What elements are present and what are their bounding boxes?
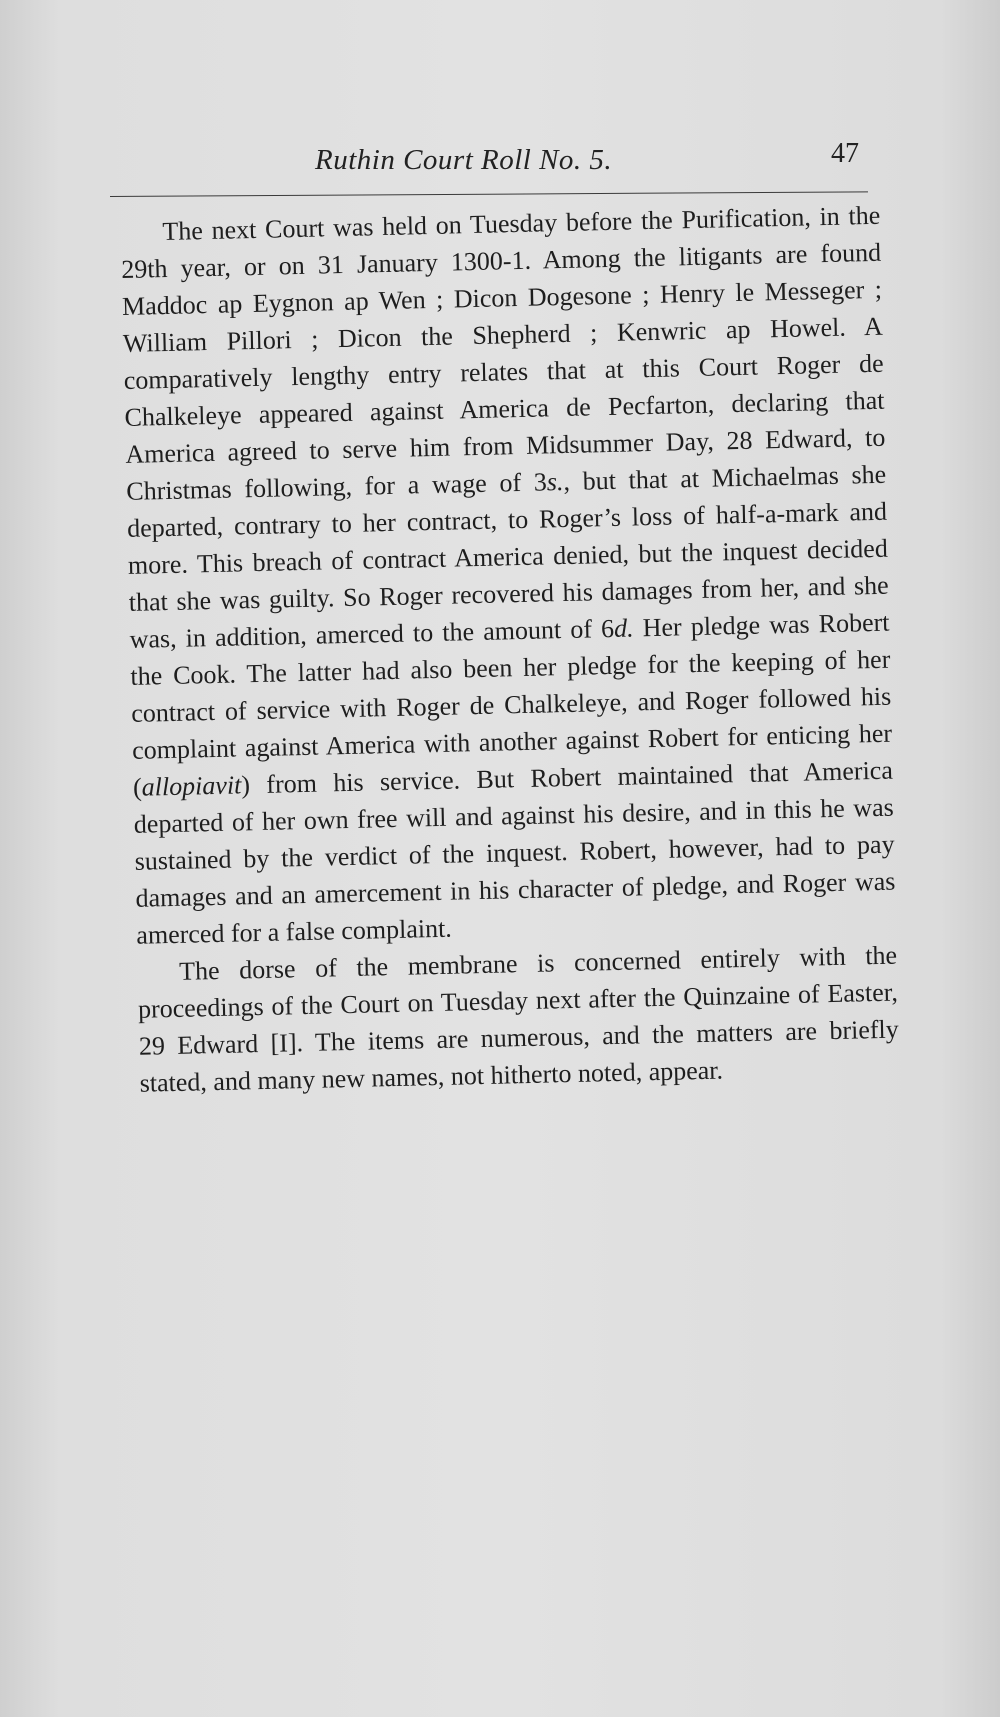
text-run-italic: allopiavit bbox=[141, 770, 242, 802]
text-run: Her pledge was Robert the Cook. The latter had also been her pledge for the keeping of her contract of service with Roger de Chalkeleye, and Roger followed his complaint against America with another against Robert for enticing her ( bbox=[130, 607, 893, 802]
page-number: 47 bbox=[831, 138, 859, 169]
text-run: The dorse of the membrane is concerned entirely with the proceedings of the Court on Tuesday next after the Quinzaine of Easter, 29 Edward [I]. The items are numerous, and the matters are briefly stated, and many new names, not hitherto noted, appear. bbox=[137, 940, 900, 1098]
text-run: ) from his service. But Robert maintained that America departed of her own free will and against his desire, and in this he was sustained by the verdict of the inquest. Robert, however, had to pay damages and an amercement in his character of pledge, and Roger was amerced for a false complaint. bbox=[133, 755, 896, 950]
text-run: The next Court was held on Tuesday before the Purification, in the 29th year, or on 31 January 1300-1. Among the litigants are found Maddoc ap Eygnon ap Wen ; Dicon Dogesone ; Henry le Messeger ; William Pillori ; Dicon the Shepherd ; Kenwric ap Howel. A comparatively lengthy entry relates that at this Court Roger de Chalkeleye appeared against America de Pecfarton, declaring that America agreed to serve him from Midsummer Day, 28 Edward, to Christmas following, for a wage of 3 bbox=[120, 200, 886, 506]
page-header bbox=[110, 138, 865, 184]
body-text bbox=[120, 197, 900, 1102]
paragraph-1 bbox=[120, 197, 897, 954]
text-run: , but that at Michaelmas she departed, contrary to her contract, to Roger’s loss of half-a-mark and more. This breach of contract America denied, but the inquest decided that she was guilty. So Roger recovered his damages from her, and she was, in addition, amerced to the amount of 6 bbox=[126, 459, 889, 654]
text-run-italic: d. bbox=[613, 613, 634, 643]
paragraph-2 bbox=[137, 937, 900, 1102]
text-run-italic: s. bbox=[546, 467, 564, 497]
running-title: Ruthin Court Roll No. 5. bbox=[315, 144, 613, 176]
header-rule bbox=[110, 191, 868, 197]
